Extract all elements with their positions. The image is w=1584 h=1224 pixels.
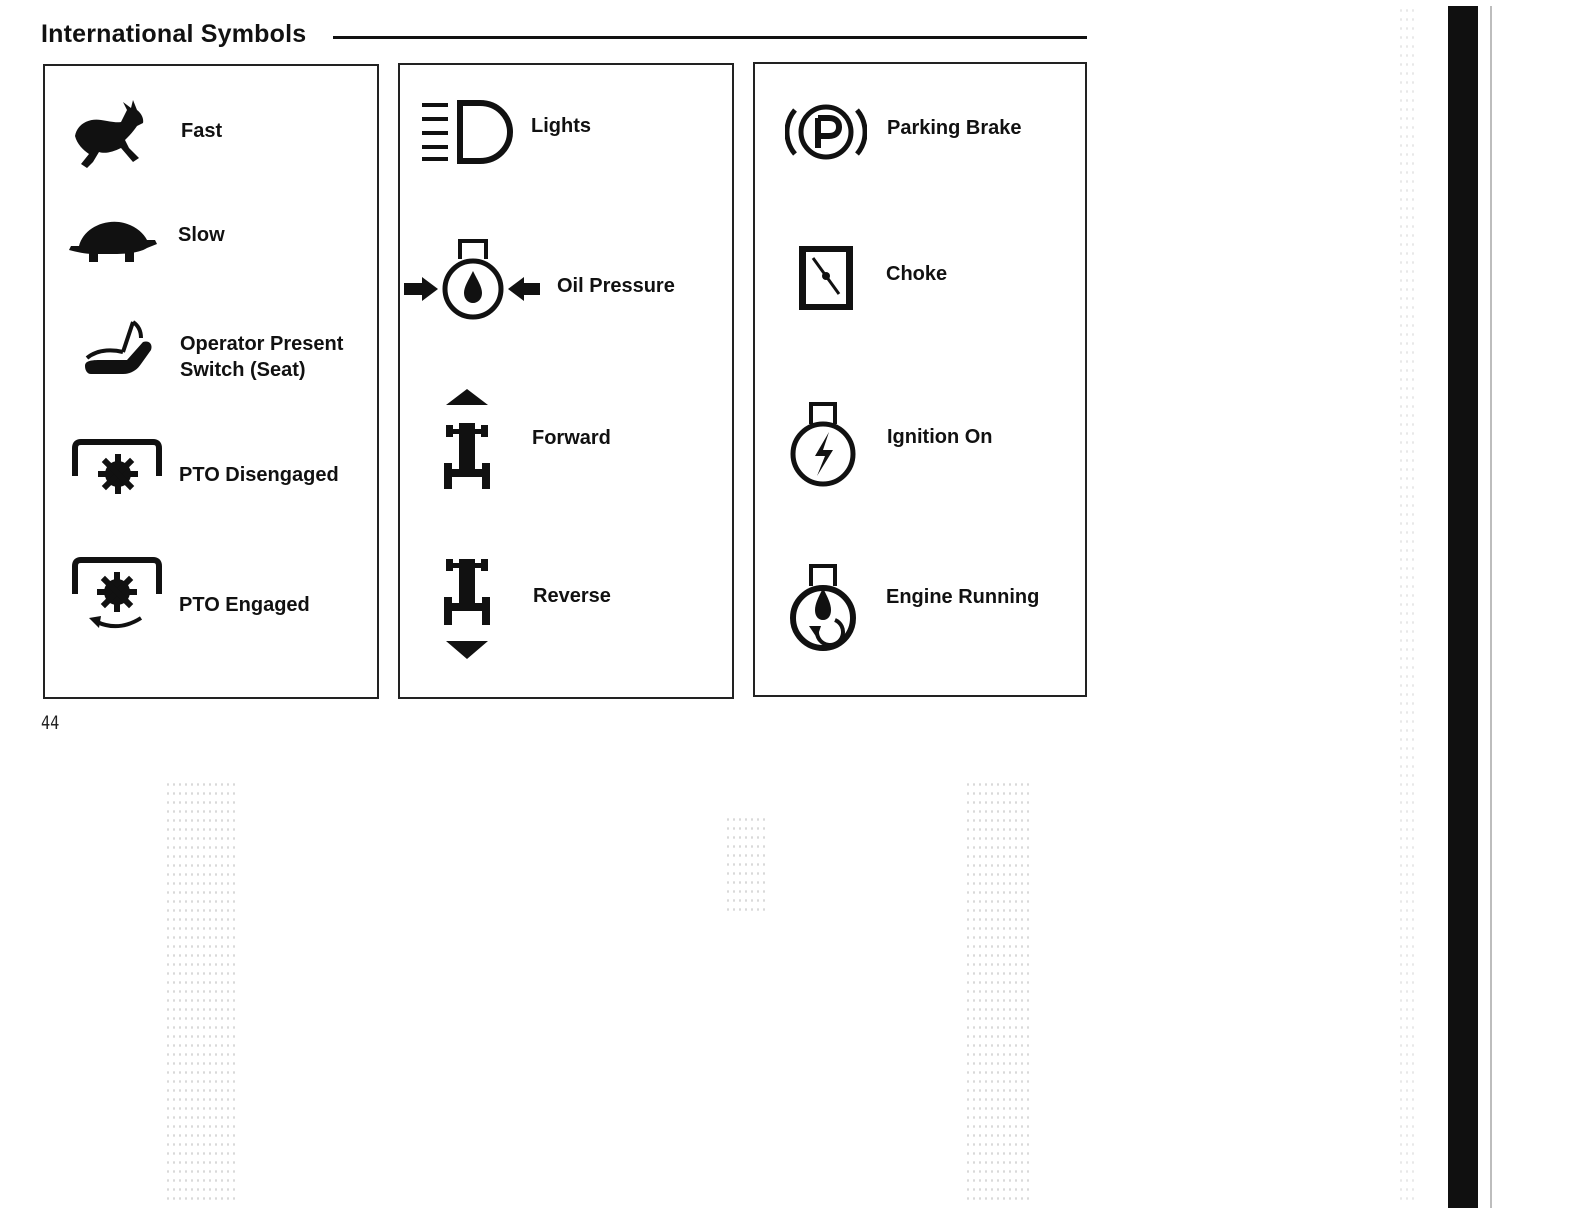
symbol-label-fast: Fast	[181, 120, 223, 142]
tractor-reverse-icon	[442, 557, 492, 663]
symbol-label-reverse: Reverse	[533, 585, 611, 607]
symbol-label-pto-engaged: PTO Engaged	[179, 594, 310, 616]
oil-pressure-icon	[402, 237, 542, 321]
headlight-icon	[420, 99, 514, 165]
header-rule	[333, 36, 1087, 39]
symbol-label-line: Operator Present	[180, 333, 344, 355]
scan-speckle	[165, 780, 235, 1205]
parking-brake-icon	[785, 96, 867, 168]
symbol-label-operator-present	[180, 331, 343, 383]
symbol-label-slow: Slow	[178, 224, 225, 246]
tractor-forward-icon	[442, 387, 492, 491]
pto-disengaged-icon	[69, 438, 165, 498]
scan-speckle	[965, 780, 1030, 1205]
ignition-icon	[787, 400, 859, 490]
symbol-label-ignition-on: Ignition On	[887, 426, 993, 448]
page-number: 44	[41, 712, 60, 734]
symbol-label-lights: Lights	[531, 115, 591, 137]
symbol-label-line: Switch (Seat)	[180, 359, 306, 381]
page-header	[41, 18, 1087, 50]
symbol-label-oil-pressure: Oil Pressure	[557, 275, 675, 297]
binding-edge	[1448, 6, 1478, 1208]
symbol-label-choke: Choke	[886, 263, 948, 285]
symbol-label-forward: Forward	[532, 427, 611, 449]
symbol-label-parking-brake: Parking Brake	[887, 117, 1022, 139]
scan-speckle	[1398, 6, 1418, 1206]
scan-speckle	[725, 815, 765, 915]
choke-icon	[795, 244, 857, 312]
symbols-panel-left	[43, 64, 379, 699]
symbol-label-pto-disengaged: PTO Disengaged	[179, 464, 339, 486]
engine-running-icon	[787, 560, 859, 654]
rabbit-icon	[67, 96, 147, 171]
turtle-icon	[67, 216, 159, 264]
symbols-panel-right	[753, 62, 1087, 697]
symbol-label-engine-running: Engine Running	[886, 586, 1040, 608]
binding-edge-line	[1490, 6, 1492, 1208]
page-title: International Symbols	[41, 20, 307, 48]
seat-icon	[79, 318, 159, 380]
pto-engaged-icon	[69, 556, 165, 636]
symbols-panel-middle	[398, 63, 734, 699]
